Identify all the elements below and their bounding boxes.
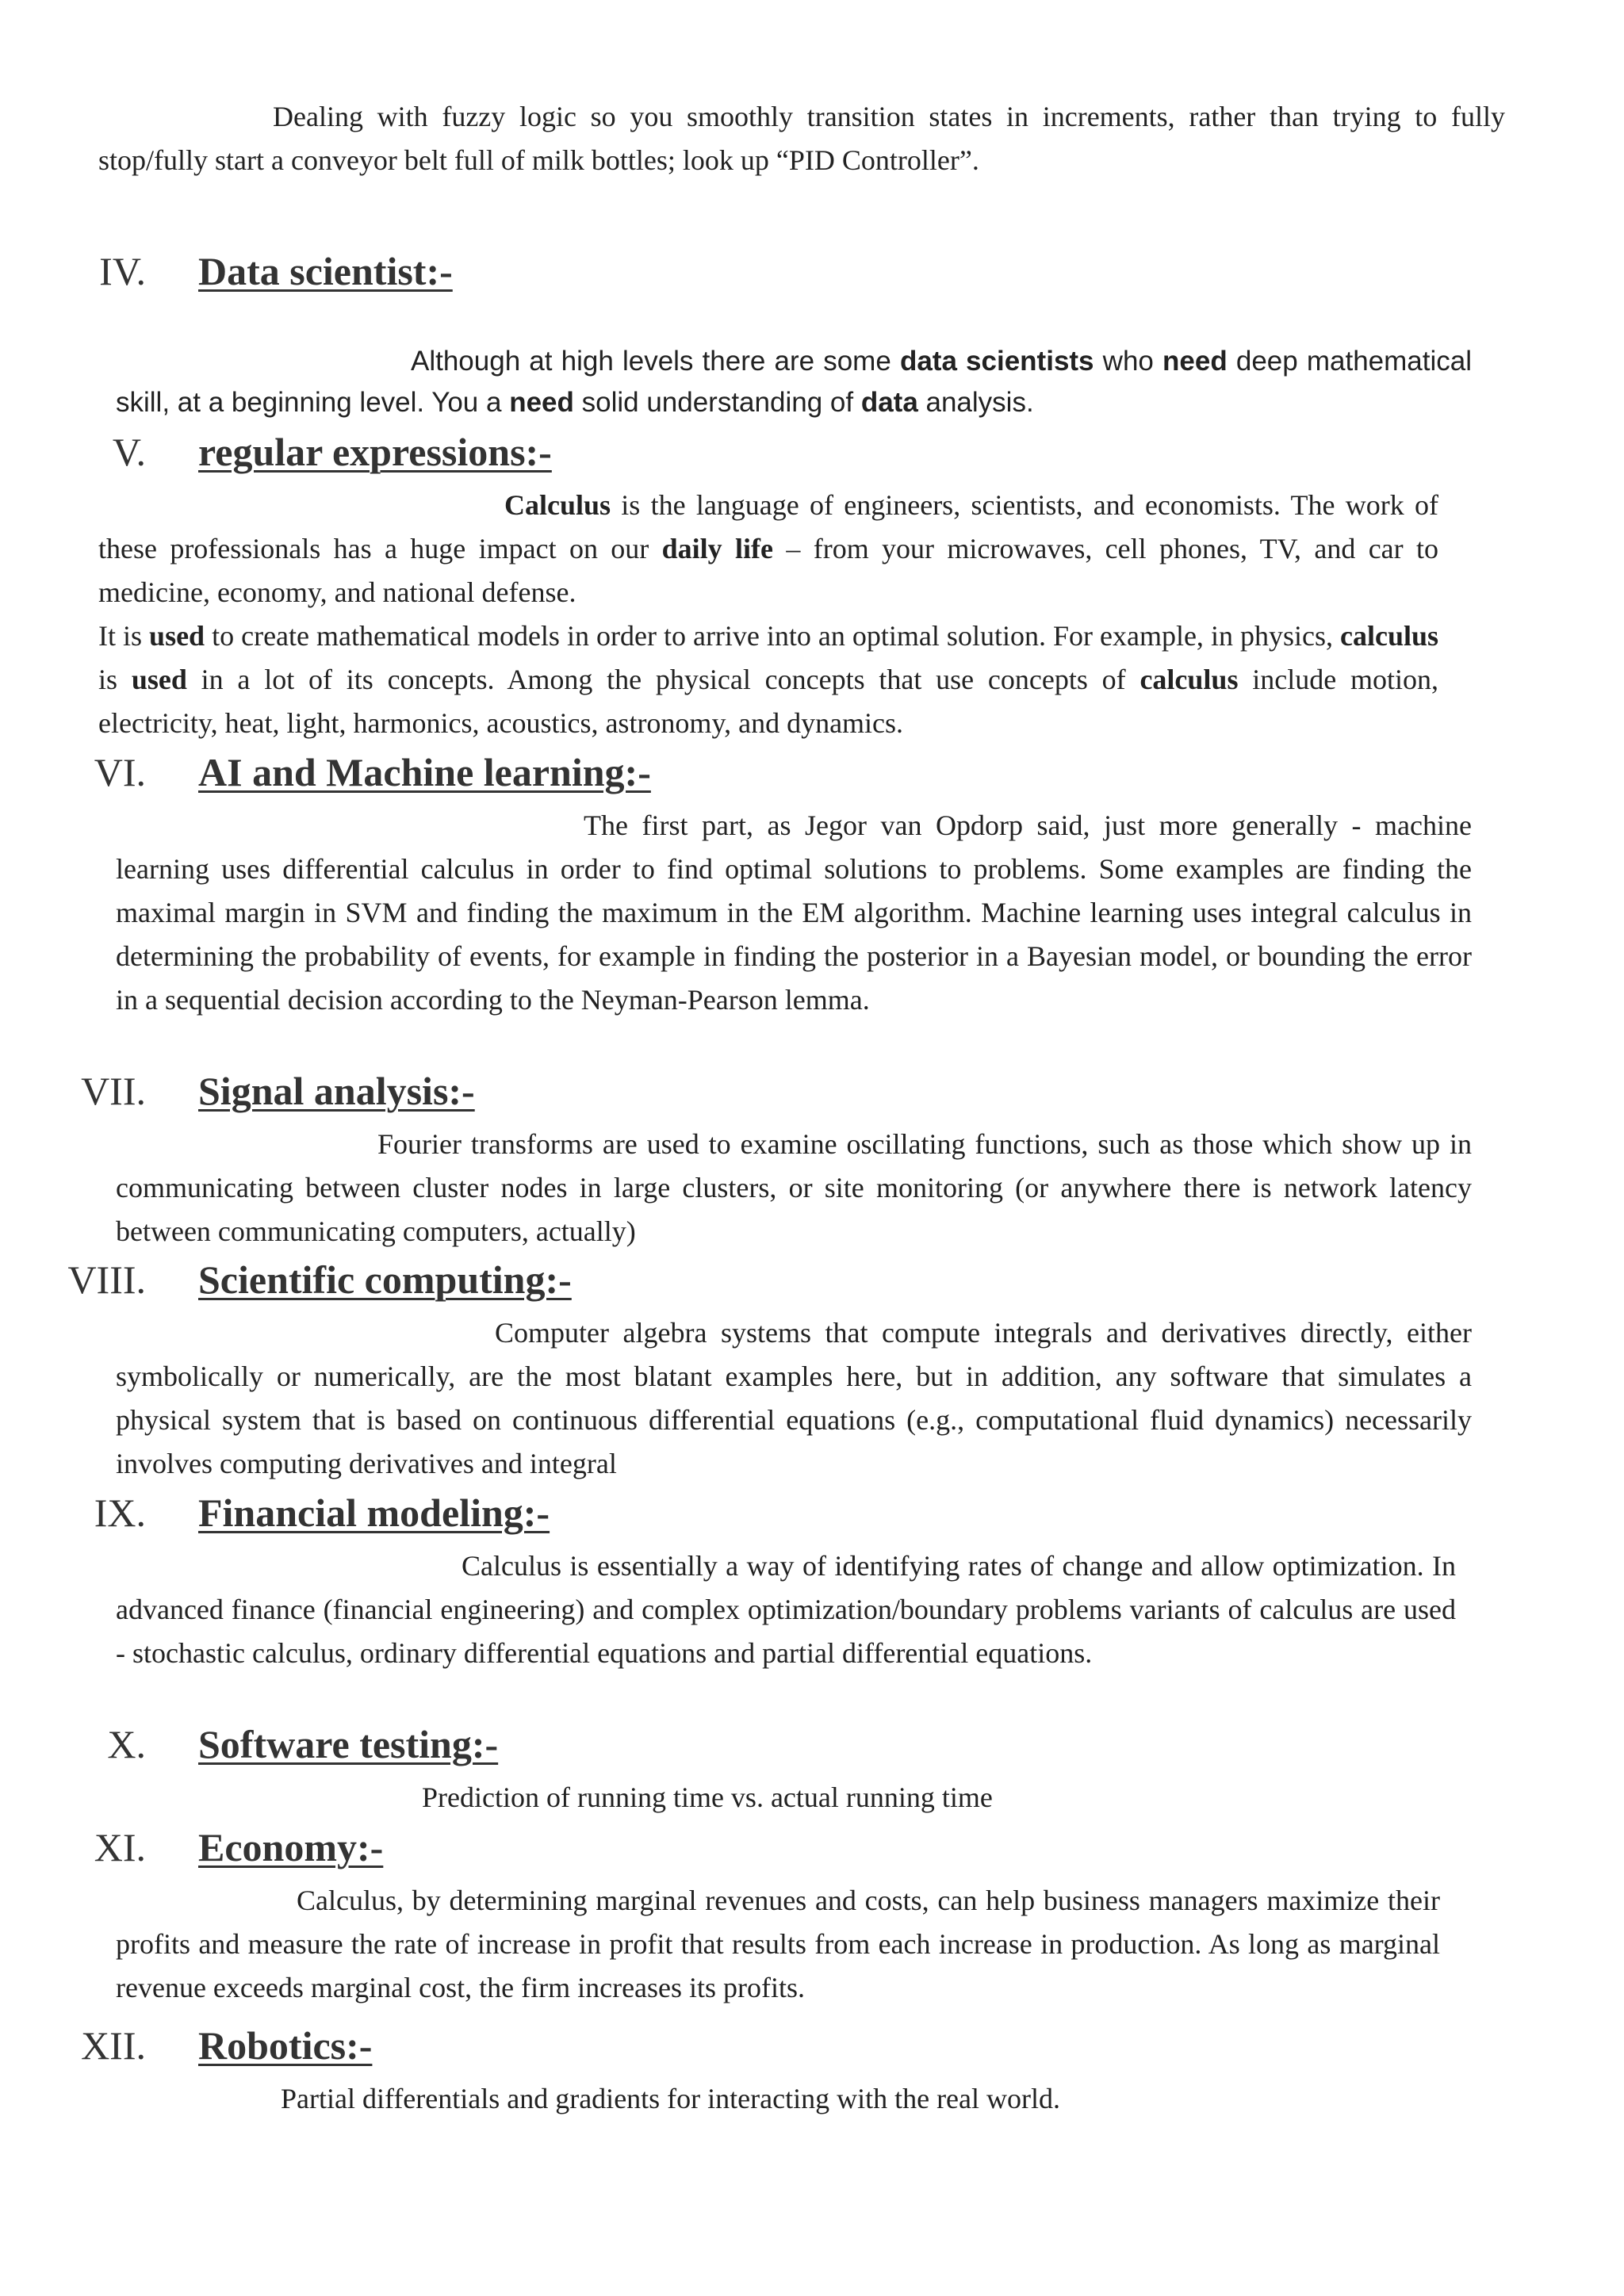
section-number: X. bbox=[107, 1722, 146, 1766]
text-run: to create mathematical models in order to arrive into an optimal solution. For example, in physics, bbox=[205, 620, 1340, 652]
section-number: IV. bbox=[99, 249, 146, 293]
section-title: Signal analysis:- bbox=[198, 1069, 475, 1113]
section-number: VII. bbox=[81, 1069, 146, 1113]
text-run: It is bbox=[98, 620, 150, 652]
section-heading-regular-expressions bbox=[0, 428, 1624, 476]
section-number: XII. bbox=[81, 2023, 146, 2068]
text-run: Partial differentials and gradients for interacting with the real world. bbox=[281, 2083, 1061, 2114]
section-number: XI. bbox=[94, 1825, 146, 1869]
section-heading-robotics bbox=[0, 2022, 1624, 2069]
section-paragraph bbox=[116, 341, 1472, 423]
text-run: deep mathematical skill, at a beginning level. You a bbox=[116, 346, 1473, 418]
section-title: Robotics:- bbox=[198, 2023, 373, 2068]
section-heading-ai-machine-learning bbox=[0, 748, 1624, 796]
section-title: Economy:- bbox=[198, 1825, 384, 1869]
text-run: include motion, electricity, heat, light, harmonics, acoustics, astronomy, and dynamics. bbox=[98, 664, 1438, 739]
section-number: IX. bbox=[94, 1490, 146, 1535]
bold-text-run: used bbox=[149, 620, 205, 652]
section-body-financial-modeling bbox=[116, 1544, 1456, 1675]
text-run: Fourier transforms are used to examine oscillating functions, such as those which show up in communicating between cluster nodes in large clusters, or site monitoring (or anywhere there is network latency between communicating computers, actually) bbox=[116, 1128, 1472, 1247]
bold-text-run: calculus bbox=[1339, 620, 1438, 652]
section-body-regular-expressions bbox=[98, 484, 1438, 745]
section-heading-signal-analysis bbox=[0, 1067, 1624, 1115]
section-paragraph bbox=[116, 1311, 1472, 1486]
bold-text-run: Calculus bbox=[504, 489, 611, 521]
bold-text-run: need bbox=[509, 387, 574, 418]
text-run: is the language of engineers, scientists, and economists. The work of these professionals has a huge impact on our bbox=[98, 489, 1438, 564]
section-heading-financial-modeling bbox=[0, 1489, 1624, 1536]
intro-text: Dealing with fuzzy logic so you smoothly transition states in increments, rather than trying to fully stop/fully start a conveyor belt full of milk bottles; look up “PID Controller”. bbox=[98, 101, 1505, 176]
section-paragraph bbox=[116, 1879, 1440, 2010]
section-body-economy bbox=[116, 1879, 1440, 2010]
section-title: Scientific computing:- bbox=[198, 1257, 572, 1302]
intro-paragraph bbox=[98, 95, 1505, 182]
bold-text-run: data bbox=[860, 387, 918, 418]
text-run: Prediction of running time vs. actual running time bbox=[422, 1781, 993, 1813]
section-paragraph bbox=[116, 804, 1472, 1022]
section-title: Software testing:- bbox=[198, 1722, 499, 1766]
section-number: VIII. bbox=[67, 1257, 146, 1302]
text-run: Calculus is essentially a way of identifying rates of change and allow optimization. In advanced finance (financial engineering) and complex optimization/boundary problems variants of calculus are used - stochastic calculus, ordinary differential equations and partial differential equations. bbox=[116, 1550, 1456, 1669]
text-run: who bbox=[1094, 346, 1163, 377]
section-heading-scientific-computing bbox=[0, 1256, 1624, 1303]
section-body-data-scientist bbox=[116, 341, 1472, 423]
section-heading-economy bbox=[0, 1823, 1624, 1871]
text-run: The first part, as Jegor van Opdorp said, just more generally - machine learning uses differential calculus in order to find optimal solutions to problems. Some examples are finding the maximal margin in SVM and finding the maximum in the EM algorithm. Machine learning uses integral calculus in determining the probability of events, for example in finding the posterior in a Bayesian model, or bounding the error in a sequential decision according to the Neyman-Pearson lemma. bbox=[116, 809, 1472, 1016]
text-run: is bbox=[98, 664, 132, 695]
text-run: analysis. bbox=[917, 387, 1034, 418]
text-run: in a lot of its concepts. Among the physical concepts that use concepts of bbox=[186, 664, 1140, 695]
bold-text-run: need bbox=[1162, 346, 1228, 377]
section-paragraph bbox=[422, 1776, 1453, 1820]
section-number: VI. bbox=[94, 750, 146, 794]
section-body-robotics bbox=[281, 2077, 1470, 2121]
bold-text-run: calculus bbox=[1139, 664, 1239, 695]
section-body-signal-analysis bbox=[116, 1123, 1472, 1253]
bold-text-run: used bbox=[131, 664, 187, 695]
section-paragraph bbox=[98, 614, 1438, 745]
section-body-software-testing bbox=[422, 1776, 1453, 1820]
section-paragraph bbox=[98, 484, 1438, 614]
text-run: Although at high levels there are some bbox=[411, 346, 900, 377]
text-run: solid understanding of bbox=[573, 387, 861, 418]
section-paragraph bbox=[281, 2077, 1470, 2121]
section-body-scientific-computing bbox=[116, 1311, 1472, 1486]
section-heading-data-scientist bbox=[0, 247, 1624, 295]
text-run: Calculus, by determining marginal revenues and costs, can help business managers maximize their profits and measure the rate of increase in profit that results from each increase in production. As long as marginal revenue exceeds marginal cost, the firm increases its profits. bbox=[116, 1885, 1440, 2003]
section-title: AI and Machine learning:- bbox=[198, 750, 651, 794]
section-title: Financial modeling:- bbox=[198, 1490, 550, 1535]
section-paragraph bbox=[116, 1544, 1456, 1675]
section-heading-software-testing bbox=[0, 1720, 1624, 1768]
text-run: Computer algebra systems that compute integrals and derivatives directly, either symbolically or numerically, are the most blatant examples here, but in addition, any software that simulates a physical system that is based on continuous differential equations (e.g., computational fluid dynamics) necessarily involves computing derivatives and integral bbox=[116, 1317, 1472, 1479]
section-title: Data scientist:- bbox=[198, 249, 453, 293]
bold-text-run: data scientists bbox=[899, 346, 1094, 377]
text-run: – from your microwaves, cell phones, TV, and car to medicine, economy, and national defense. bbox=[98, 533, 1439, 608]
bold-text-run: daily life bbox=[661, 533, 774, 564]
section-body-ai-machine-learning bbox=[116, 804, 1472, 1022]
section-number: V. bbox=[112, 430, 146, 474]
section-title: regular expressions:- bbox=[198, 430, 552, 474]
section-paragraph bbox=[116, 1123, 1472, 1253]
